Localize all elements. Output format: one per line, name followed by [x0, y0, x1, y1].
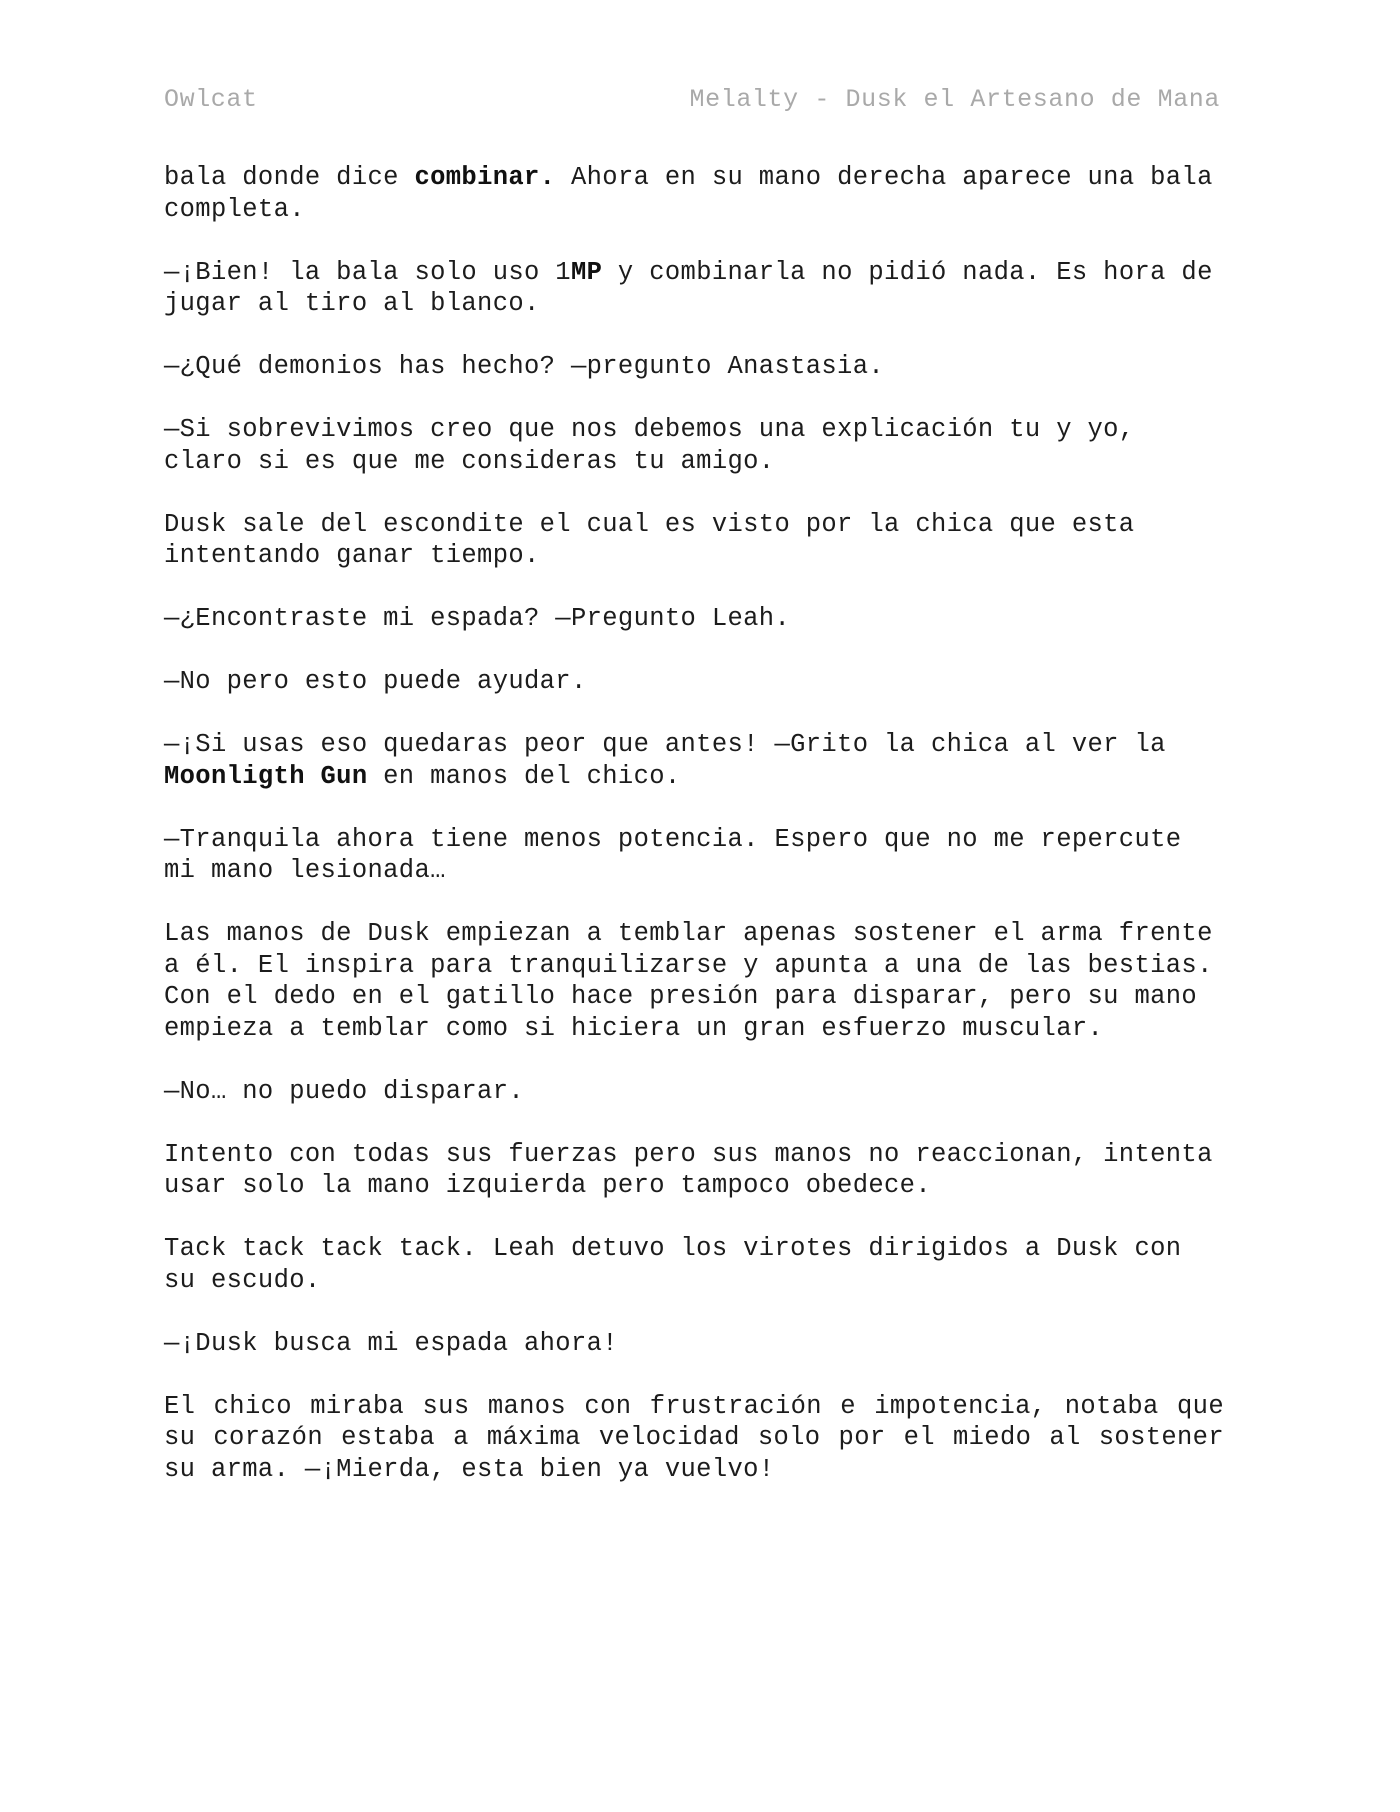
- text-segment: Las manos de Dusk empiezan a temblar apenas sostener el arma frente a él. El inspira para tranquilizarse y apunta a una de las bestias. Con el dedo en el gatillo hace presión para disparar, pero su mano empieza a temblar como si hiciera un gran esfuerzo muscular.: [164, 919, 1213, 1043]
- text-segment: en manos del chico.: [367, 761, 681, 791]
- paragraph-p11: [164, 1076, 1224, 1108]
- paragraph-p4: [164, 414, 1224, 477]
- paragraph-p2: [164, 257, 1224, 320]
- paragraph-p5: [164, 509, 1224, 572]
- text-segment: y combinarla no pidió nada. Es hora de jugar al tiro al blanco.: [164, 257, 1213, 318]
- header-title: Melalty - Dusk el Artesano de Mana: [689, 84, 1220, 114]
- text-segment: —Si sobrevivimos creo que nos debemos una explicación tu y yo, claro si es que me consideras tu amigo.: [164, 415, 1135, 476]
- paragraph-p12: [164, 1139, 1224, 1202]
- text-segment: bala donde dice: [164, 163, 415, 192]
- text-segment: —¡Dusk busca mi espada ahora!: [164, 1328, 618, 1358]
- bold-term: MP: [570, 257, 603, 287]
- paragraph-p1: [164, 162, 1224, 225]
- text-segment: —Tranquila ahora tiene menos potencia. Espero que no me repercute mi mano lesionada…: [164, 824, 1182, 885]
- text-segment: Intento con todas sus fuerzas pero sus manos no reaccionan, intenta usar solo la mano izquierda pero tampoco obedece.: [164, 1139, 1213, 1200]
- text-segment: El chico miraba sus manos con frustración e impotencia, notaba que su corazón estaba a máxima velocidad solo por el miedo al sostener su arma. —¡Mierda, esta bien ya vuelvo!: [164, 1391, 1224, 1484]
- paragraph-p9: [164, 824, 1224, 887]
- paragraph-p15: [164, 1391, 1224, 1486]
- text-segment: —¡Si usas eso quedaras peor que antes! —Grito la chica al ver la: [164, 730, 1166, 759]
- paragraph-p7: [164, 666, 1224, 698]
- body-text: [164, 162, 1224, 1517]
- paragraph-p6: [164, 603, 1224, 635]
- text-segment: Tack tack tack tack. Leah detuvo los virotes dirigidos a Dusk con su escudo.: [164, 1234, 1182, 1295]
- text-segment: —¿Qué demonios has hecho? —pregunto Anastasia.: [164, 352, 885, 381]
- bold-term: Moonligth Gun: [164, 761, 368, 791]
- paragraph-p13: [164, 1233, 1224, 1296]
- text-segment: —¿Encontraste mi espada? —Pregunto Leah.: [164, 604, 791, 633]
- paragraph-p3: [164, 351, 1224, 383]
- page-header: [164, 82, 1220, 116]
- text-segment: —No… no puedo disparar.: [164, 1076, 525, 1106]
- text-segment: Ahora en su mano derecha aparece una bala completa.: [164, 163, 1213, 224]
- paragraph-p14: [164, 1328, 1224, 1360]
- paragraph-p8: [164, 729, 1224, 792]
- bold-term: combinar.: [414, 163, 556, 192]
- text-segment: —¡Bien! la bala solo uso 1: [164, 257, 571, 287]
- text-segment: —No pero esto puede ayudar.: [164, 667, 587, 696]
- paragraph-p10: [164, 918, 1224, 1044]
- header-author: Owlcat: [164, 84, 258, 114]
- text-segment: Dusk sale del escondite el cual es visto por la chica que esta intentando ganar tiempo.: [164, 509, 1135, 570]
